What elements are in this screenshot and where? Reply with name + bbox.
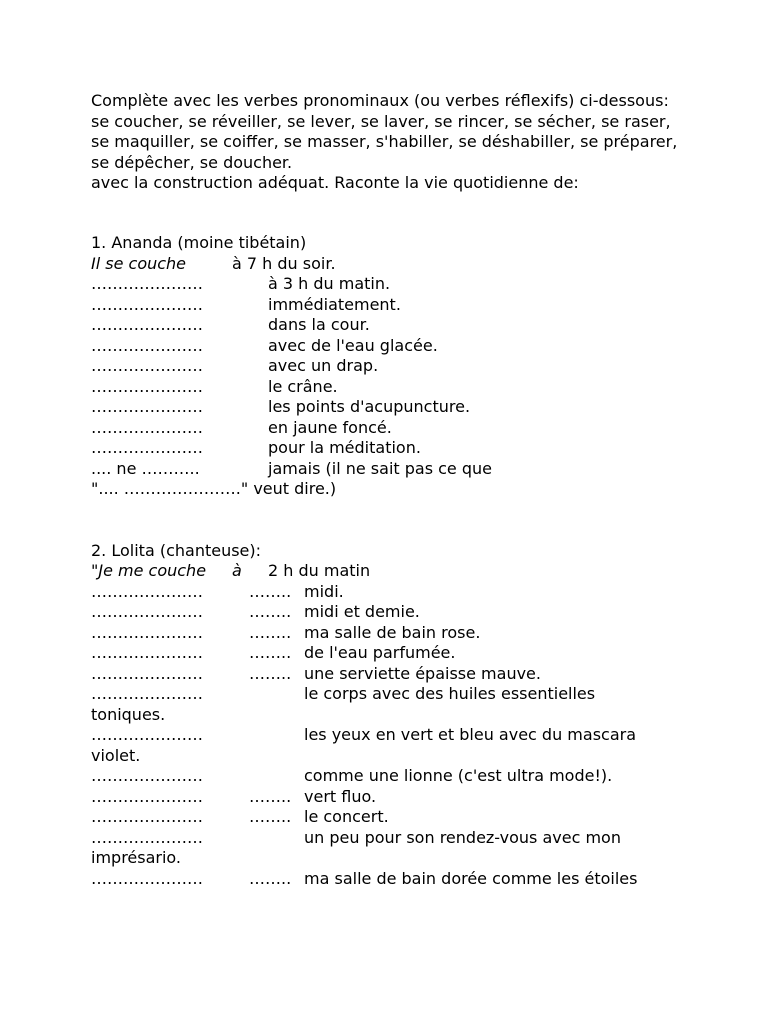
blank-space: ………………… [91, 335, 203, 355]
section-1-title: 1. Ananda (moine tibétain) [91, 233, 307, 252]
blank-space: ………………… [91, 827, 203, 847]
small-blank: …….. [249, 786, 292, 806]
blank-space: ………………… [91, 725, 203, 744]
example-line [91, 254, 728, 275]
exercise-row [91, 418, 728, 439]
row-text-continued: toniques. [91, 704, 166, 724]
example-prep: à [232, 561, 242, 580]
small-blank: …….. [249, 622, 292, 642]
row-text-continued: violet. [91, 745, 141, 765]
blank-space: ………………… [91, 643, 203, 662]
section-1-last-line [91, 479, 728, 498]
example-subject: "Je me couche [91, 561, 207, 580]
row-text: les yeux en vert et bleu avec du mascara [304, 725, 637, 744]
row-text-continued: imprésario. [91, 848, 182, 867]
blank-space: ………………… [91, 397, 203, 416]
example-line [91, 561, 728, 582]
blank-space: ………………… [91, 663, 203, 683]
exercise-row [91, 869, 728, 890]
exercise-row [91, 377, 728, 398]
example-subject: Il se couche [91, 253, 187, 273]
exercise-row [91, 725, 728, 766]
blank-space: ………………… [91, 274, 203, 293]
instruction-line-2: avec la construction adéquat. Raconte la vie quotidienne de: [91, 173, 579, 192]
blank-space: ………………… [91, 315, 203, 334]
row-text: avec de l'eau glacée. [268, 335, 438, 355]
row-text: midi. [304, 581, 344, 601]
exercise-row [91, 315, 728, 336]
row-text: le corps avec des huiles essentielles [304, 684, 596, 703]
blank-space: ………………… [91, 438, 203, 457]
exercise-row [91, 356, 728, 377]
blank-space: ………………… [91, 684, 203, 703]
exercise-row [91, 336, 728, 357]
row-text: de l'eau parfumée. [304, 643, 456, 662]
exercise-row [91, 582, 728, 603]
row-text: jamais (il ne sait pas ce que [268, 458, 492, 478]
blank-space: ………………… [91, 786, 203, 806]
blank-space: ………………… [91, 417, 203, 437]
blank-space: ………………… [91, 622, 203, 642]
exercise-row [91, 643, 728, 664]
small-blank: …….. [249, 602, 292, 621]
row-text: dans la cour. [268, 315, 370, 334]
blank-space: ………………… [91, 807, 203, 826]
small-blank: …….. [249, 868, 292, 888]
exercise-row [91, 459, 728, 480]
row-text: à 3 h du matin. [268, 274, 391, 293]
exercise-row [91, 274, 728, 295]
section-2-title: 2. Lolita (chanteuse): [91, 540, 262, 560]
blank-space: ………………… [91, 581, 203, 601]
blank-space: .... ne ……….. [91, 458, 200, 478]
row-text: vert fluo. [304, 786, 377, 806]
exercise-row [91, 602, 728, 623]
row-text: un peu pour son rendez-vous avec mon [304, 827, 621, 847]
section-2-exercise [91, 561, 728, 889]
blank-space: ………………… [91, 602, 203, 621]
section-1-exercise [91, 254, 728, 480]
row-text: avec un drap. [268, 356, 379, 375]
small-blank: …….. [249, 643, 292, 662]
example-rest: 2 h du matin [268, 561, 371, 580]
row-text: en jaune foncé. [268, 417, 392, 437]
verb-list: se coucher, se réveiller, se lever, se laver, se rincer, se sécher, se raser, se maquiller, se coiffer, se masser, s'habiller, se déshabiller, se préparer, se dépêcher, se doucher. [91, 111, 678, 172]
instructions [91, 91, 691, 194]
exercise-row [91, 438, 728, 459]
row-text: midi et demie. [304, 602, 420, 621]
blank-space: ………………… [91, 868, 203, 888]
exercise-row [91, 623, 728, 644]
small-blank: …….. [249, 663, 292, 683]
small-blank: …….. [249, 807, 292, 826]
row-text: comme une lionne (c'est ultra mode!). [304, 766, 613, 785]
row-text: ma salle de bain rose. [304, 622, 481, 642]
example-rest: à 7 h du soir. [232, 253, 336, 273]
instruction-line-1: Complète avec les verbes pronominaux (ou verbes réflexifs) ci-dessous: [91, 91, 669, 110]
row-text: immédiatement. [268, 294, 401, 314]
exercise-row [91, 664, 728, 685]
exercise-row [91, 828, 728, 869]
row-text: les points d'acupuncture. [268, 397, 471, 416]
row-text: le crâne. [268, 376, 338, 396]
closing-line: ".... …………………." veut dire.) [91, 479, 337, 498]
row-text: le concert. [304, 807, 389, 826]
blank-space: ………………… [91, 766, 203, 785]
exercise-row [91, 397, 728, 418]
row-text: pour la méditation. [268, 438, 421, 457]
exercise-row [91, 807, 728, 828]
small-blank: …….. [249, 581, 292, 601]
exercise-row [91, 766, 728, 787]
blank-space: ………………… [91, 356, 203, 375]
exercise-row [91, 787, 728, 808]
row-text: une serviette épaisse mauve. [304, 663, 541, 683]
exercise-row [91, 295, 728, 316]
blank-space: ………………… [91, 294, 203, 314]
row-text: ma salle de bain dorée comme les étoiles [304, 868, 638, 888]
blank-space: ………………… [91, 376, 203, 396]
exercise-row [91, 684, 728, 725]
